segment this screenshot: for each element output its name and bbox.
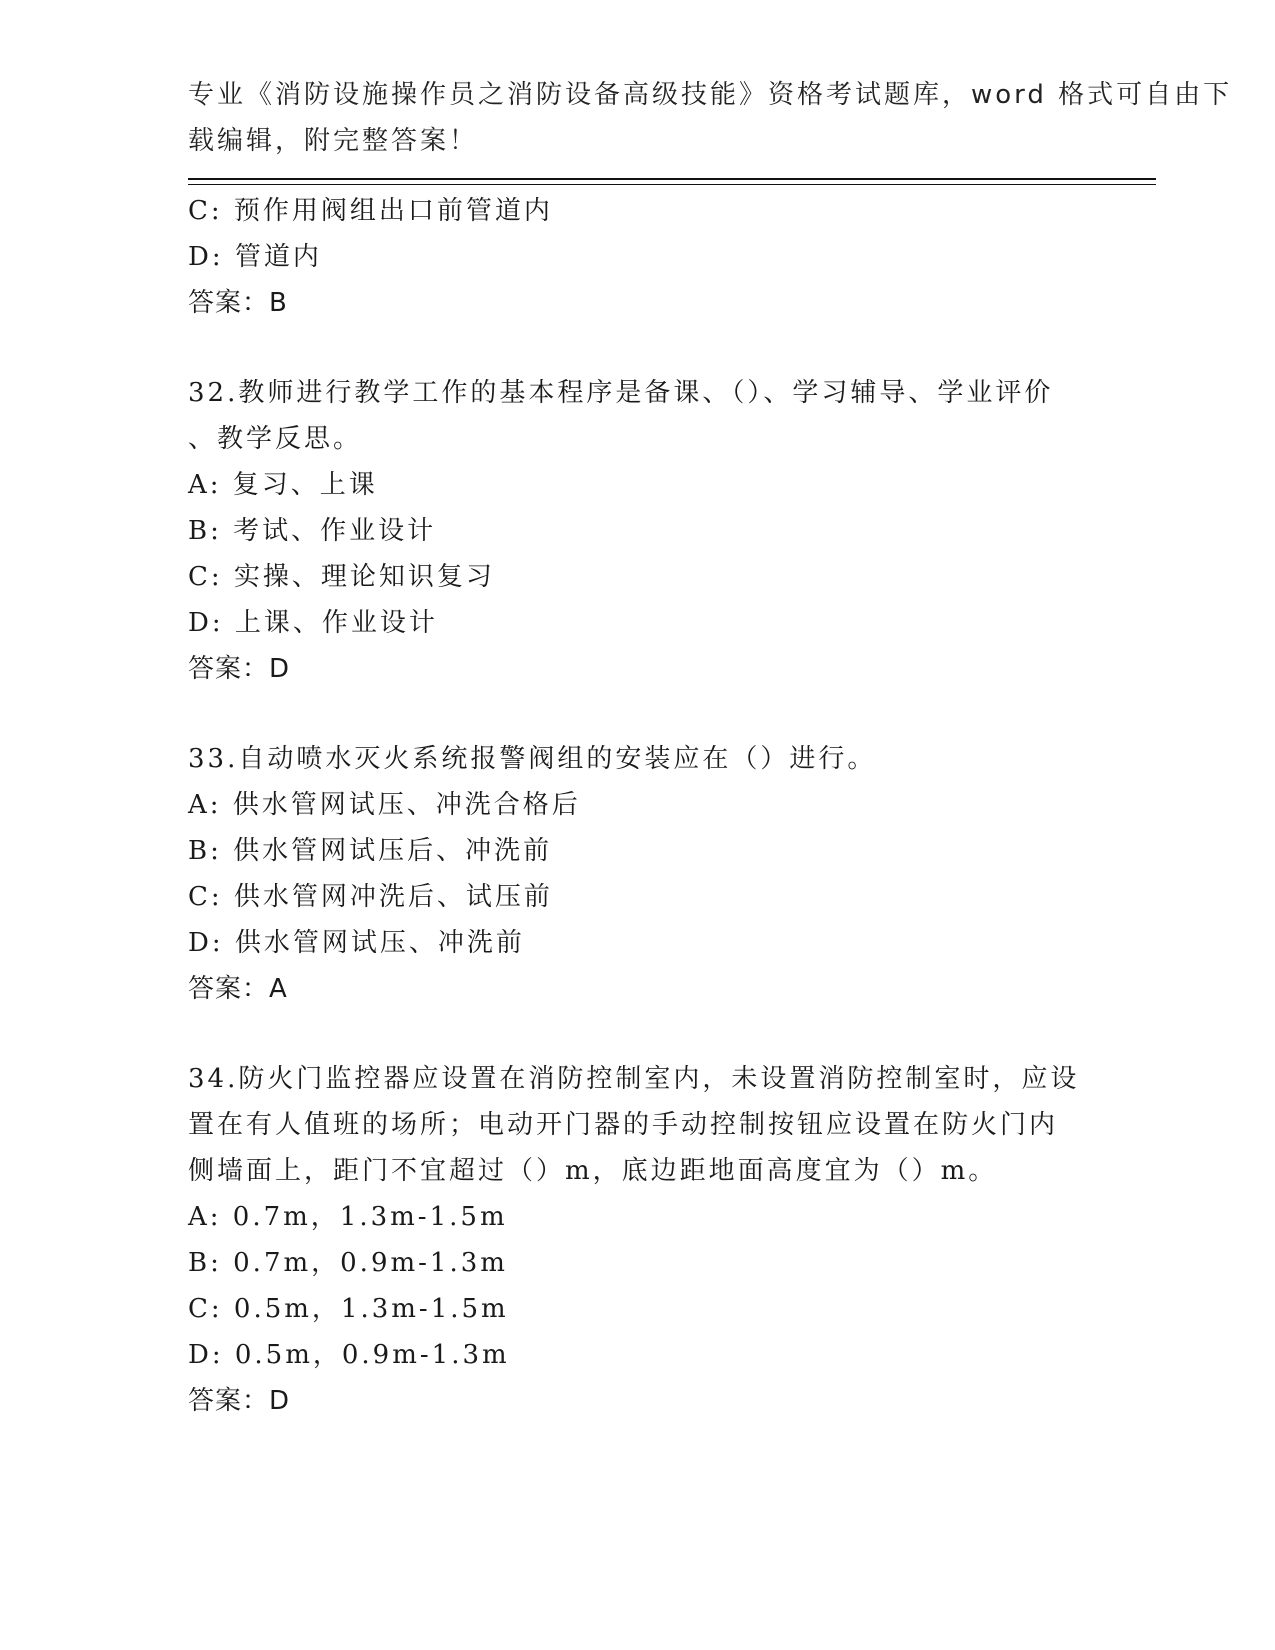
question-fragment — [188, 188, 1088, 326]
question-text-line: 置在有人值班的场所；电动开门器的手动控制按钮应设置在防火门内 — [188, 1110, 1059, 1140]
spacer — [188, 326, 1088, 370]
option-b: B: 考试、作业设计 — [188, 516, 437, 546]
answer-line: 答案：D — [188, 654, 291, 684]
option-c: C: 预作用阀组出口前管道内 — [188, 196, 553, 226]
header-line-1: 专业《消防设施操作员之消防设备高级技能》资格考试题库，word 格式可自由下 — [188, 80, 1233, 110]
answer-line: 答案：B — [188, 288, 288, 318]
answer-line: 答案：A — [188, 974, 288, 1004]
question-text-line: 33.自动喷水灭火系统报警阀组的安装应在（）进行。 — [188, 744, 877, 774]
answer-line: 答案：D — [188, 1386, 291, 1416]
question-text-line: 、教学反思。 — [188, 424, 363, 454]
option-d: D: 上课、作业设计 — [188, 608, 438, 638]
option-d: D: 管道内 — [188, 242, 322, 272]
header-line-2: 载编辑，附完整答案！ — [188, 126, 479, 156]
header-divider-thick — [188, 178, 1156, 180]
document-header — [188, 72, 1233, 164]
question-text-line: 34.防火门监控器应设置在消防控制室内，未设置消防控制室时，应设 — [188, 1064, 1080, 1094]
option-d: D: 0.5m，0.9m-1.3m — [188, 1340, 510, 1370]
question-32 — [188, 370, 1088, 692]
option-b: B: 0.7m，0.9m-1.3m — [188, 1248, 508, 1278]
option-a: A: 复习、上课 — [188, 470, 378, 500]
question-text-line: 侧墙面上，距门不宜超过（）m，底边距地面高度宜为（）m。 — [188, 1156, 998, 1186]
question-33 — [188, 736, 1088, 1012]
header-divider-thin — [188, 184, 1156, 185]
option-b: B: 供水管网试压后、冲洗前 — [188, 836, 553, 866]
question-34 — [188, 1056, 1088, 1424]
option-a: A: 供水管网试压、冲洗合格后 — [188, 790, 581, 820]
option-c: C: 实操、理论知识复习 — [188, 562, 495, 592]
option-c: C: 0.5m，1.3m-1.5m — [188, 1294, 509, 1324]
option-d: D: 供水管网试压、冲洗前 — [188, 928, 525, 958]
question-text-line: 32.教师进行教学工作的基本程序是备课、（）、学习辅导、学业评价 — [188, 378, 1054, 408]
spacer — [188, 692, 1088, 736]
option-c: C: 供水管网冲洗后、试压前 — [188, 882, 553, 912]
spacer — [188, 1012, 1088, 1056]
question-content — [188, 188, 1088, 1424]
option-a: A: 0.7m，1.3m-1.5m — [188, 1202, 508, 1232]
